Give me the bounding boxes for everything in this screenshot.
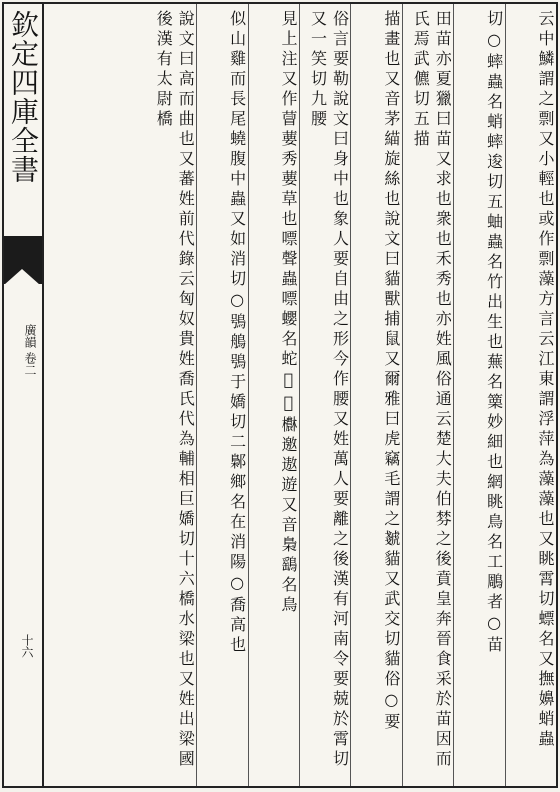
page-margin-strip — [4, 4, 44, 786]
text-column: 似山雞而長尾蟯腹中蟲又如消切○鴞鵃鴞于嬌切二鄡鄉名在消陽○喬高也 — [196, 4, 247, 786]
text-column: 說文曰高而曲也又蕃姓前代錄云匈奴貴姓喬氏代為輔相巨嬌切十六橋水梁也又姓出梁國後漢有太尉橋 — [154, 10, 196, 770]
text-column: 切○蟀蟲名蛸蟀逡切五蚰蟲名竹出生也蕪名篥妙細也網眺鳥名工鵰者○苗 — [453, 4, 504, 786]
text-column: 田苗亦夏獵曰苗又求也衆也禾秀也亦姓風俗通云楚大夫伯棼之後賁皇奔晉食采於苗因而氏焉武儦切五描 — [402, 4, 453, 786]
book-title: 欽定四庫全書 — [7, 10, 40, 184]
text-body — [44, 4, 556, 786]
page-number: 十六 — [20, 634, 34, 658]
text-column: 俗言要勒說文曰身中也象人要自由之形今作腰又姓萬人要離之後漢有河南令要兢於霄切又一笑切九腰 — [299, 4, 350, 786]
text-column: 見上注又作萺葽秀葽草也嘌聲蟲嘌蠳名蛇𧓍𧓍欁邀遨遊又音梟鷂名鳥 — [248, 4, 299, 786]
fishtail-mark — [4, 236, 42, 284]
text-column: 云中鱗謂之剽又小輕也或作剽藻方言云江東謂浮萍為藻藻也又眺霄切螵名又撫嬶蛸蟲 — [505, 4, 556, 786]
book-page — [2, 2, 558, 788]
text-column: 描畫也又音茅緢旋絲也說文曰貓獸捕鼠又爾雅曰虎竊毛謂之虦貓又武交切貓俗○要 — [350, 4, 401, 786]
volume-label: 廣韻 卷二 — [23, 324, 37, 376]
